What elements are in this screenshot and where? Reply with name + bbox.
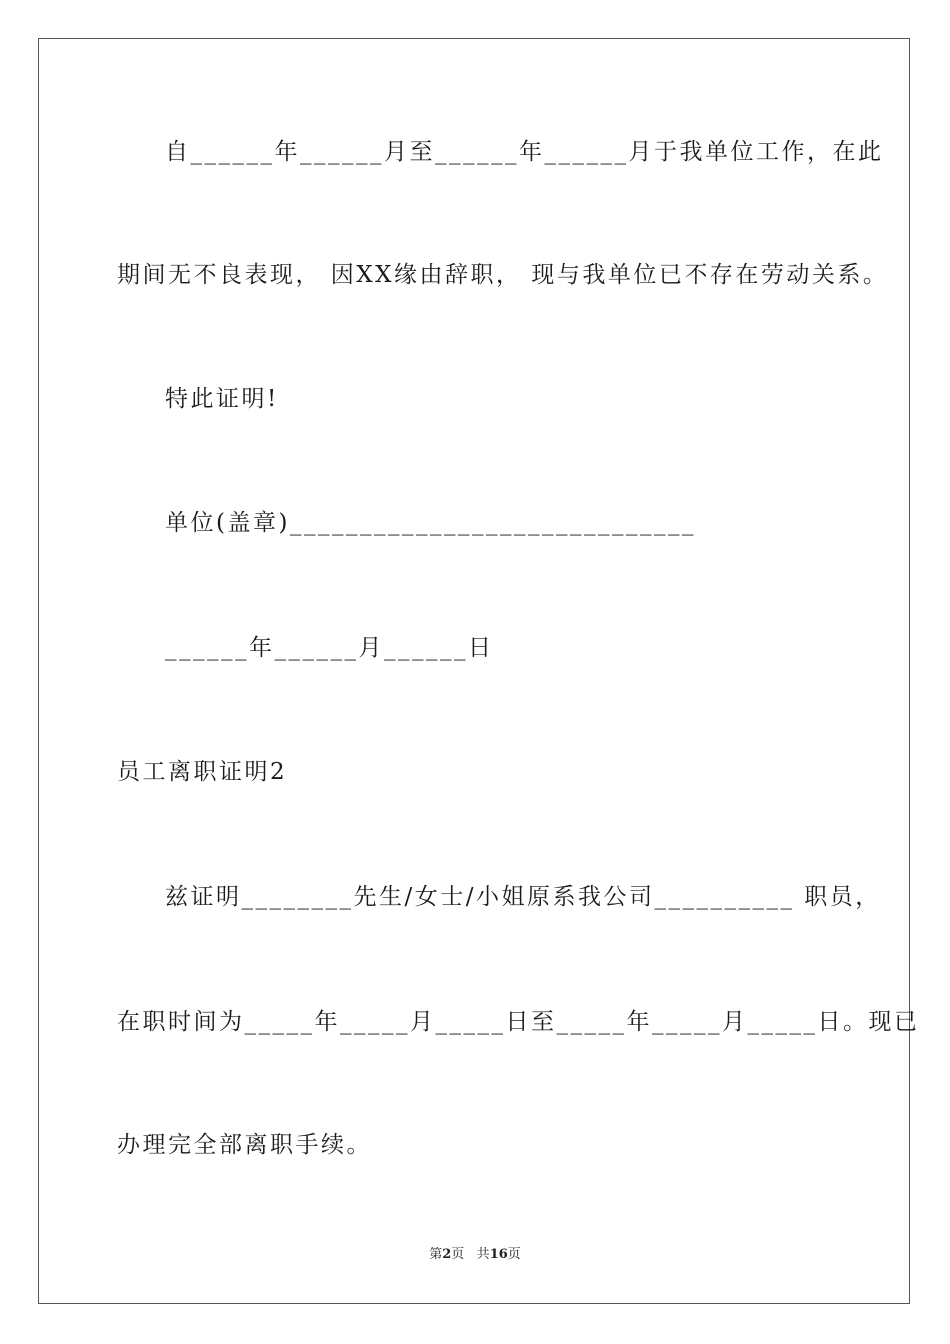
page-footer (0, 1246, 950, 1264)
footer-prefix: 第 (429, 1247, 443, 1262)
closing-statement: 特此证明! (165, 386, 279, 412)
footer-current-page: 2 (442, 1247, 452, 1262)
section-heading: 员工离职证明2 (117, 759, 288, 785)
footer-page-unit: 页 (451, 1247, 465, 1262)
body-line-4: 在职时间为_____年_____月_____日至_____年_____月_____日。现已 (117, 1009, 920, 1035)
body-line-1: 自______年______月至______年______月于我单位工作，在此 (165, 139, 884, 165)
body-line-5: 办理完全部离职手续。 (117, 1132, 372, 1158)
unit-seal-line: 单位(盖章)_____________________________ (165, 510, 696, 536)
body-line-2: 期间无不良表现， 因XX缘由辞职， 现与我单位已不存在劳动关系。 (117, 262, 889, 288)
footer-total-pages: 16 (489, 1247, 508, 1262)
footer-total-unit: 页 (507, 1247, 521, 1262)
footer-total-prefix: 共 (476, 1247, 490, 1262)
body-line-3: 兹证明________先生/女士/小姐原系我公司__________ 职员， (165, 884, 881, 910)
page-border (38, 38, 910, 1304)
date-line: ______年______月______日 (165, 635, 494, 661)
